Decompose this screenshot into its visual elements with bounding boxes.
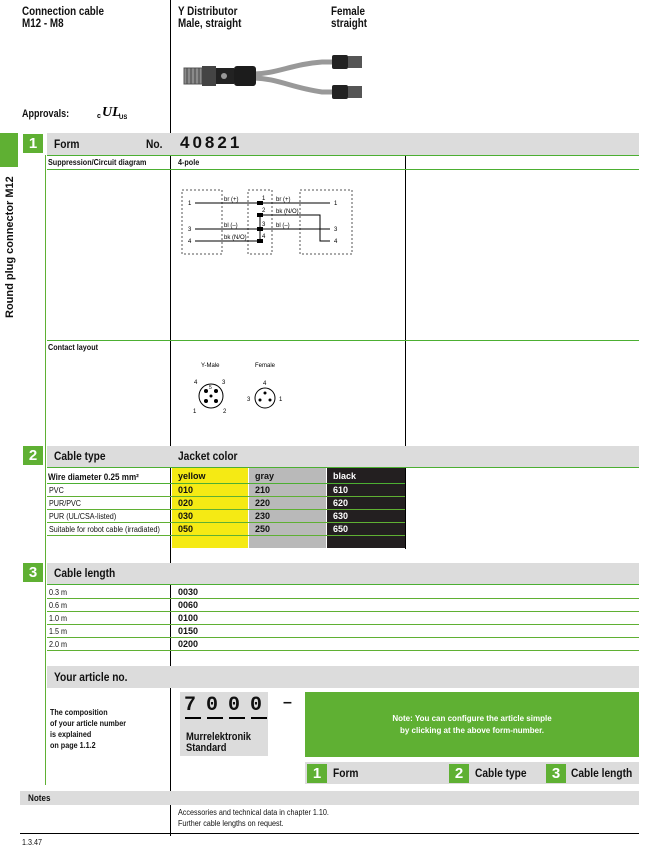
section1-number: 1 bbox=[23, 134, 43, 153]
code-gray: 230 bbox=[255, 511, 271, 521]
code-black: 630 bbox=[333, 511, 349, 521]
table-row[interactable] bbox=[47, 586, 639, 599]
article-digit: 0 bbox=[206, 694, 219, 717]
length: 2.0 m bbox=[49, 640, 68, 649]
article-title: Your article no. bbox=[54, 670, 128, 684]
header-col2-line1: Y Distributor bbox=[178, 4, 238, 18]
rule bbox=[47, 155, 639, 156]
row-name: PUR (UL/CSA-listed) bbox=[49, 512, 117, 521]
brand-line2: Standard bbox=[186, 742, 227, 754]
section1-title: Form bbox=[54, 137, 80, 151]
table-row[interactable] bbox=[47, 523, 405, 536]
code-gray: 250 bbox=[255, 524, 271, 534]
mid-pin: 2 bbox=[262, 208, 266, 214]
male-pin: 5 bbox=[209, 385, 212, 391]
code-gray: 220 bbox=[255, 498, 271, 508]
code-yellow: 010 bbox=[178, 485, 194, 495]
explain-line: is explained bbox=[50, 730, 92, 739]
right-pin: 3 bbox=[334, 227, 338, 233]
article-digit: 0 bbox=[228, 694, 241, 717]
code-yellow: 020 bbox=[178, 498, 194, 508]
length-code: 0200 bbox=[178, 639, 199, 649]
code-yellow: 030 bbox=[178, 511, 194, 521]
female-label: Female bbox=[255, 363, 276, 369]
mid-pin: 4 bbox=[262, 234, 266, 240]
column-gray: gray bbox=[255, 471, 275, 481]
left-pin: 1 bbox=[188, 201, 192, 207]
explain-line: of your article number bbox=[50, 719, 127, 728]
right-pin: 4 bbox=[334, 239, 338, 245]
digit-underline bbox=[229, 717, 245, 719]
rule bbox=[47, 340, 639, 341]
section1-bar bbox=[47, 133, 639, 155]
header-col2-line2: Male, straight bbox=[178, 16, 242, 30]
row-name: PUR/PVC bbox=[49, 499, 82, 508]
svg-text:UL: UL bbox=[102, 105, 121, 120]
right-label: bl (–) bbox=[276, 223, 290, 229]
note-line2: by clicking at the above form-number. bbox=[399, 726, 545, 735]
male-pin: 4 bbox=[194, 380, 198, 386]
code-black: 650 bbox=[333, 524, 349, 534]
jacket-label: Jacket color bbox=[178, 449, 238, 463]
wire-label: br (+) bbox=[224, 197, 239, 203]
note-line1: Note: You can configure the article simple bbox=[392, 714, 552, 723]
table-row[interactable] bbox=[47, 638, 639, 651]
form-number-link[interactable]: 40821 bbox=[180, 133, 243, 152]
notes-line1: Accessories and technical data in chapter 1.10. bbox=[178, 808, 329, 817]
column-black: black bbox=[333, 471, 357, 481]
male-pin: 3 bbox=[222, 380, 226, 386]
header-col1-line2: M12 - M8 bbox=[22, 16, 64, 30]
female-pin: 1 bbox=[279, 397, 283, 403]
notes-title: Notes bbox=[28, 793, 51, 803]
table-row[interactable] bbox=[47, 599, 639, 612]
female-pin: 3 bbox=[247, 397, 251, 403]
length-code: 0150 bbox=[178, 626, 199, 636]
table-row[interactable] bbox=[47, 510, 405, 523]
legend-number: 2 bbox=[449, 764, 469, 783]
code-gray: 210 bbox=[255, 485, 271, 495]
legend-label: Cable type bbox=[475, 766, 527, 780]
right-pin: 1 bbox=[334, 201, 338, 207]
length-code: 0060 bbox=[178, 600, 199, 610]
column-divider bbox=[170, 0, 171, 836]
article-digit: 7 bbox=[184, 694, 197, 717]
notes-line2: Further cable lengths on request. bbox=[178, 819, 284, 828]
contact-label: Contact layout bbox=[48, 343, 99, 352]
brand-line1: Murrelektronik bbox=[186, 731, 251, 743]
length: 0.6 m bbox=[49, 601, 68, 610]
digit-underline bbox=[251, 717, 267, 719]
code-yellow: 050 bbox=[178, 524, 194, 534]
explain-line: on page 1.1.2 bbox=[50, 741, 96, 750]
legend-number: 1 bbox=[307, 764, 327, 783]
explain-line: The composition bbox=[50, 708, 108, 717]
section2-title: Cable type bbox=[54, 449, 106, 463]
article-dash: – bbox=[283, 694, 292, 711]
length: 0.3 m bbox=[49, 588, 68, 597]
sidebar-label: Round plug connector M12 bbox=[4, 176, 16, 318]
rule bbox=[47, 169, 639, 170]
right-label: bk (N/O) bbox=[276, 209, 299, 215]
circuit-diagram bbox=[180, 186, 360, 260]
article-bar bbox=[47, 666, 639, 688]
male-label: Y-Male bbox=[201, 363, 220, 369]
cul-us-logo-icon bbox=[97, 103, 127, 123]
digit-underline bbox=[207, 717, 223, 719]
male-pin: 1 bbox=[193, 409, 197, 415]
table-row[interactable] bbox=[47, 484, 405, 497]
mid-pin: 1 bbox=[262, 196, 266, 202]
approvals-label: Approvals: bbox=[22, 108, 70, 120]
length: 1.5 m bbox=[49, 627, 68, 636]
wire-diameter-label: Wire diameter 0.25 mm² bbox=[48, 472, 139, 482]
length: 1.0 m bbox=[49, 614, 68, 623]
circuit-value: 4-pole bbox=[178, 158, 200, 167]
contact-layout-diagram bbox=[185, 358, 305, 420]
wire-label: bk (N/O) bbox=[224, 235, 247, 241]
row-name: Suitable for robot cable (irradiated) bbox=[49, 525, 160, 534]
circuit-label: Suppression/Circuit diagram bbox=[48, 158, 147, 167]
digit-underline bbox=[185, 717, 201, 719]
section2-number: 2 bbox=[23, 446, 43, 465]
wire-label: bl (–) bbox=[224, 223, 238, 229]
table-row[interactable] bbox=[47, 612, 639, 625]
column-yellow: yellow bbox=[178, 471, 206, 481]
legend-number: 3 bbox=[546, 764, 566, 783]
left-pin: 3 bbox=[188, 227, 192, 233]
footer-rule bbox=[20, 833, 639, 834]
female-pin: 4 bbox=[263, 381, 267, 387]
notes-bar bbox=[20, 791, 639, 805]
svg-text:c: c bbox=[97, 113, 101, 120]
code-black: 610 bbox=[333, 485, 349, 495]
legend-label: Form bbox=[333, 766, 359, 780]
svg-text:US: US bbox=[119, 115, 127, 121]
table-row[interactable] bbox=[47, 625, 639, 638]
sidebar-accent bbox=[0, 133, 18, 167]
length-code: 0030 bbox=[178, 587, 199, 597]
section3-number: 3 bbox=[23, 563, 43, 582]
code-black: 620 bbox=[333, 498, 349, 508]
right-label: br (+) bbox=[276, 197, 291, 203]
column-divider-right bbox=[405, 133, 406, 549]
table-row[interactable] bbox=[47, 497, 405, 510]
section2-bar bbox=[47, 446, 639, 467]
male-pin: 2 bbox=[223, 409, 227, 415]
section3-title: Cable length bbox=[54, 566, 116, 580]
length-code: 0100 bbox=[178, 613, 199, 623]
page-number: 1.3.47 bbox=[22, 838, 43, 847]
left-pin: 4 bbox=[188, 239, 192, 245]
section3-bar bbox=[47, 563, 639, 584]
product-image bbox=[182, 44, 382, 110]
section1-no-label: No. bbox=[146, 137, 163, 151]
header-col1-line1: Connection cable bbox=[22, 4, 105, 18]
header-col3-line2: straight bbox=[331, 16, 368, 30]
row-name: PVC bbox=[49, 486, 64, 495]
mid-pin: 3 bbox=[262, 222, 266, 228]
left-green-rule bbox=[45, 155, 46, 785]
header-col3-line1: Female bbox=[331, 4, 365, 18]
rule bbox=[47, 584, 639, 585]
article-digit: 0 bbox=[250, 694, 263, 717]
legend-label: Cable length bbox=[571, 766, 633, 780]
